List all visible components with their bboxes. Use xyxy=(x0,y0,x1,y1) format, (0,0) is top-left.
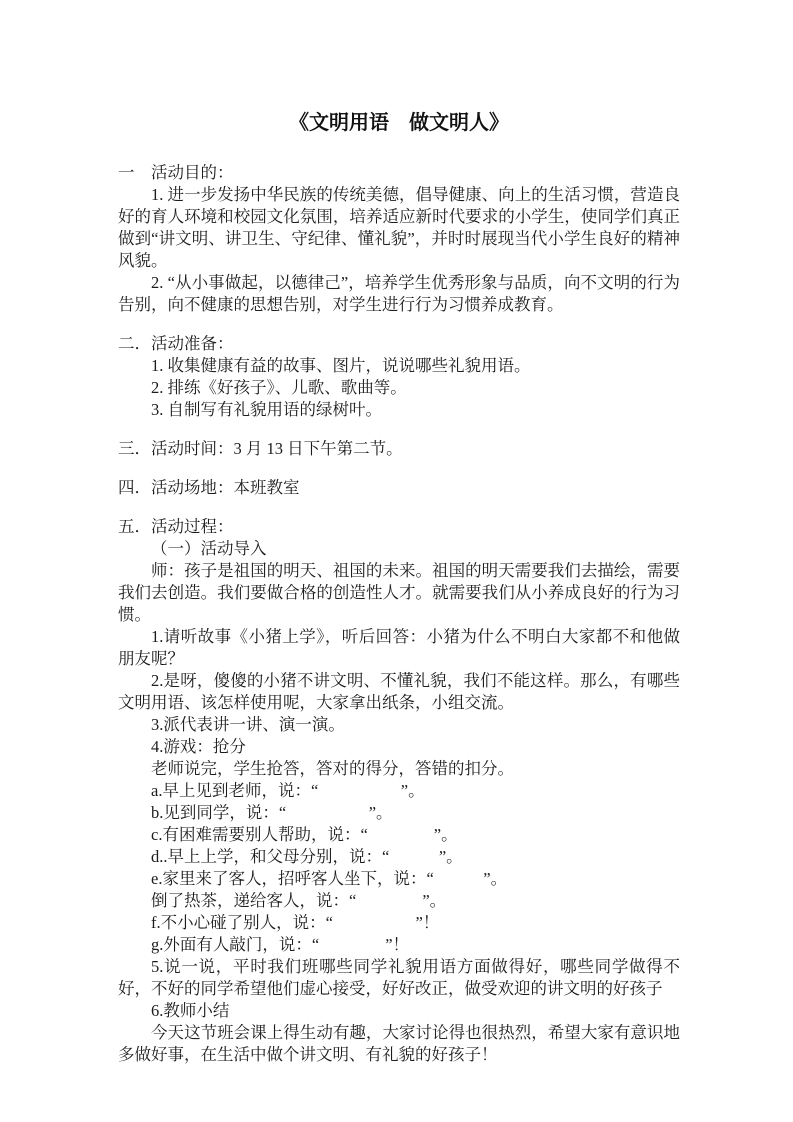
paragraph: 5.说一说，平时我们班哪些同学礼貌用语方面做得好，哪些同学做得不好，不好的同学希望他们虚心接受，好好改正，做受欢迎的讲文明的好孩子 xyxy=(118,957,680,998)
paragraph: 2. “从小事做起，以德律己”，培养学生优秀形象与品质，向不文明的行为告别，向不健康的思想告别，对学生进行行为习惯养成教育。 xyxy=(118,273,680,314)
game-prompt-line: b.见到同学，说：“ ”。 xyxy=(151,803,393,822)
section-activity-purpose xyxy=(118,162,680,316)
game-prompt-line: c.有困难需要别人帮助，说：“ ”。 xyxy=(151,825,458,844)
game-prompt-line: f.不小心碰了别人，说：“ ”！ xyxy=(151,913,440,932)
paragraph: 2.是呀，傻傻的小猪不讲文明、不懂礼貌，我们不能这样。那么，有哪些文明用语、该怎样使用呢，大家拿出纸条，小组交流。 xyxy=(118,671,680,712)
section-heading-purpose: 一 活动目的： xyxy=(118,163,234,182)
section-heading-process: 五．活动过程： xyxy=(118,517,234,536)
section-activity-process xyxy=(118,516,680,1066)
paragraph: 今天这节班会课上得生动有趣，大家讨论得也很热烈，希望大家有意识地多做好事，在生活中做个讲文明、有礼貌的好孩子！ xyxy=(118,1023,680,1064)
paragraph: 师：孩子是祖国的明天、祖国的未来。祖国的明天需要我们去描绘，需要我们去创造。我们要做合格的创造性人才。就需要我们从小养成良好的行为习惯。 xyxy=(118,561,680,624)
section-heading-time: 三．活动时间：3 月 13 日下午第二节。 xyxy=(118,439,403,458)
paragraph: 老师说完，学生抢答，答对的得分，答错的扣分。 xyxy=(151,759,514,778)
paragraph: 1.请听故事《小猪上学》，听后回答：小猪为什么不明白大家都不和他做朋友呢？ xyxy=(118,627,680,668)
section-heading-venue: 四．活动场地：本班教室 xyxy=(118,478,300,497)
game-prompt-line: e.家里来了客人，招呼客人坐下，说：“ ”。 xyxy=(151,869,508,888)
list-item: 3. 自制写有礼貌用语的绿树叶。 xyxy=(151,400,382,419)
list-item: 1. 收集健康有益的故事、图片，说说哪些礼貌用语。 xyxy=(151,356,531,375)
document-body xyxy=(118,106,680,1083)
paragraph: 6.教师小结 xyxy=(151,1001,230,1020)
section-heading-preparation: 二．活动准备： xyxy=(118,334,234,353)
paragraph: （一）活动导入 xyxy=(151,539,267,558)
game-prompt-line: 倒了热茶，递给客人，说：“ ”。 xyxy=(151,891,447,910)
paragraph: 1. 进一步发扬中华民族的传统美德，倡导健康、向上的生活习惯，营造良好的育人环境和校园文化氛围，培养适应新时代要求的小学生，使同学们真正做到“讲文明、讲卫生、守纪律、懂礼貌”，并时时展现当代小学生良好的精神风貌。 xyxy=(118,185,680,270)
section-activity-time xyxy=(118,438,680,460)
game-prompt-line: a.早上见到老师，说：“ ”。 xyxy=(151,781,425,800)
game-prompt-line: g.外面有人敲门，说：“ ”！ xyxy=(151,935,410,954)
document-title: 《文明用语 做文明人》 xyxy=(289,112,509,134)
section-activity-venue xyxy=(118,477,680,499)
paragraph: 3.派代表讲一讲、演一演。 xyxy=(151,715,345,734)
section-activity-preparation xyxy=(118,333,680,421)
game-prompt-line: d..早上上学，和父母分别，说：“ ”。 xyxy=(151,847,463,866)
paragraph: 4.游戏：抢分 xyxy=(151,737,246,756)
list-item: 2. 排练《好孩子》、儿歌、歌曲等。 xyxy=(151,378,407,397)
